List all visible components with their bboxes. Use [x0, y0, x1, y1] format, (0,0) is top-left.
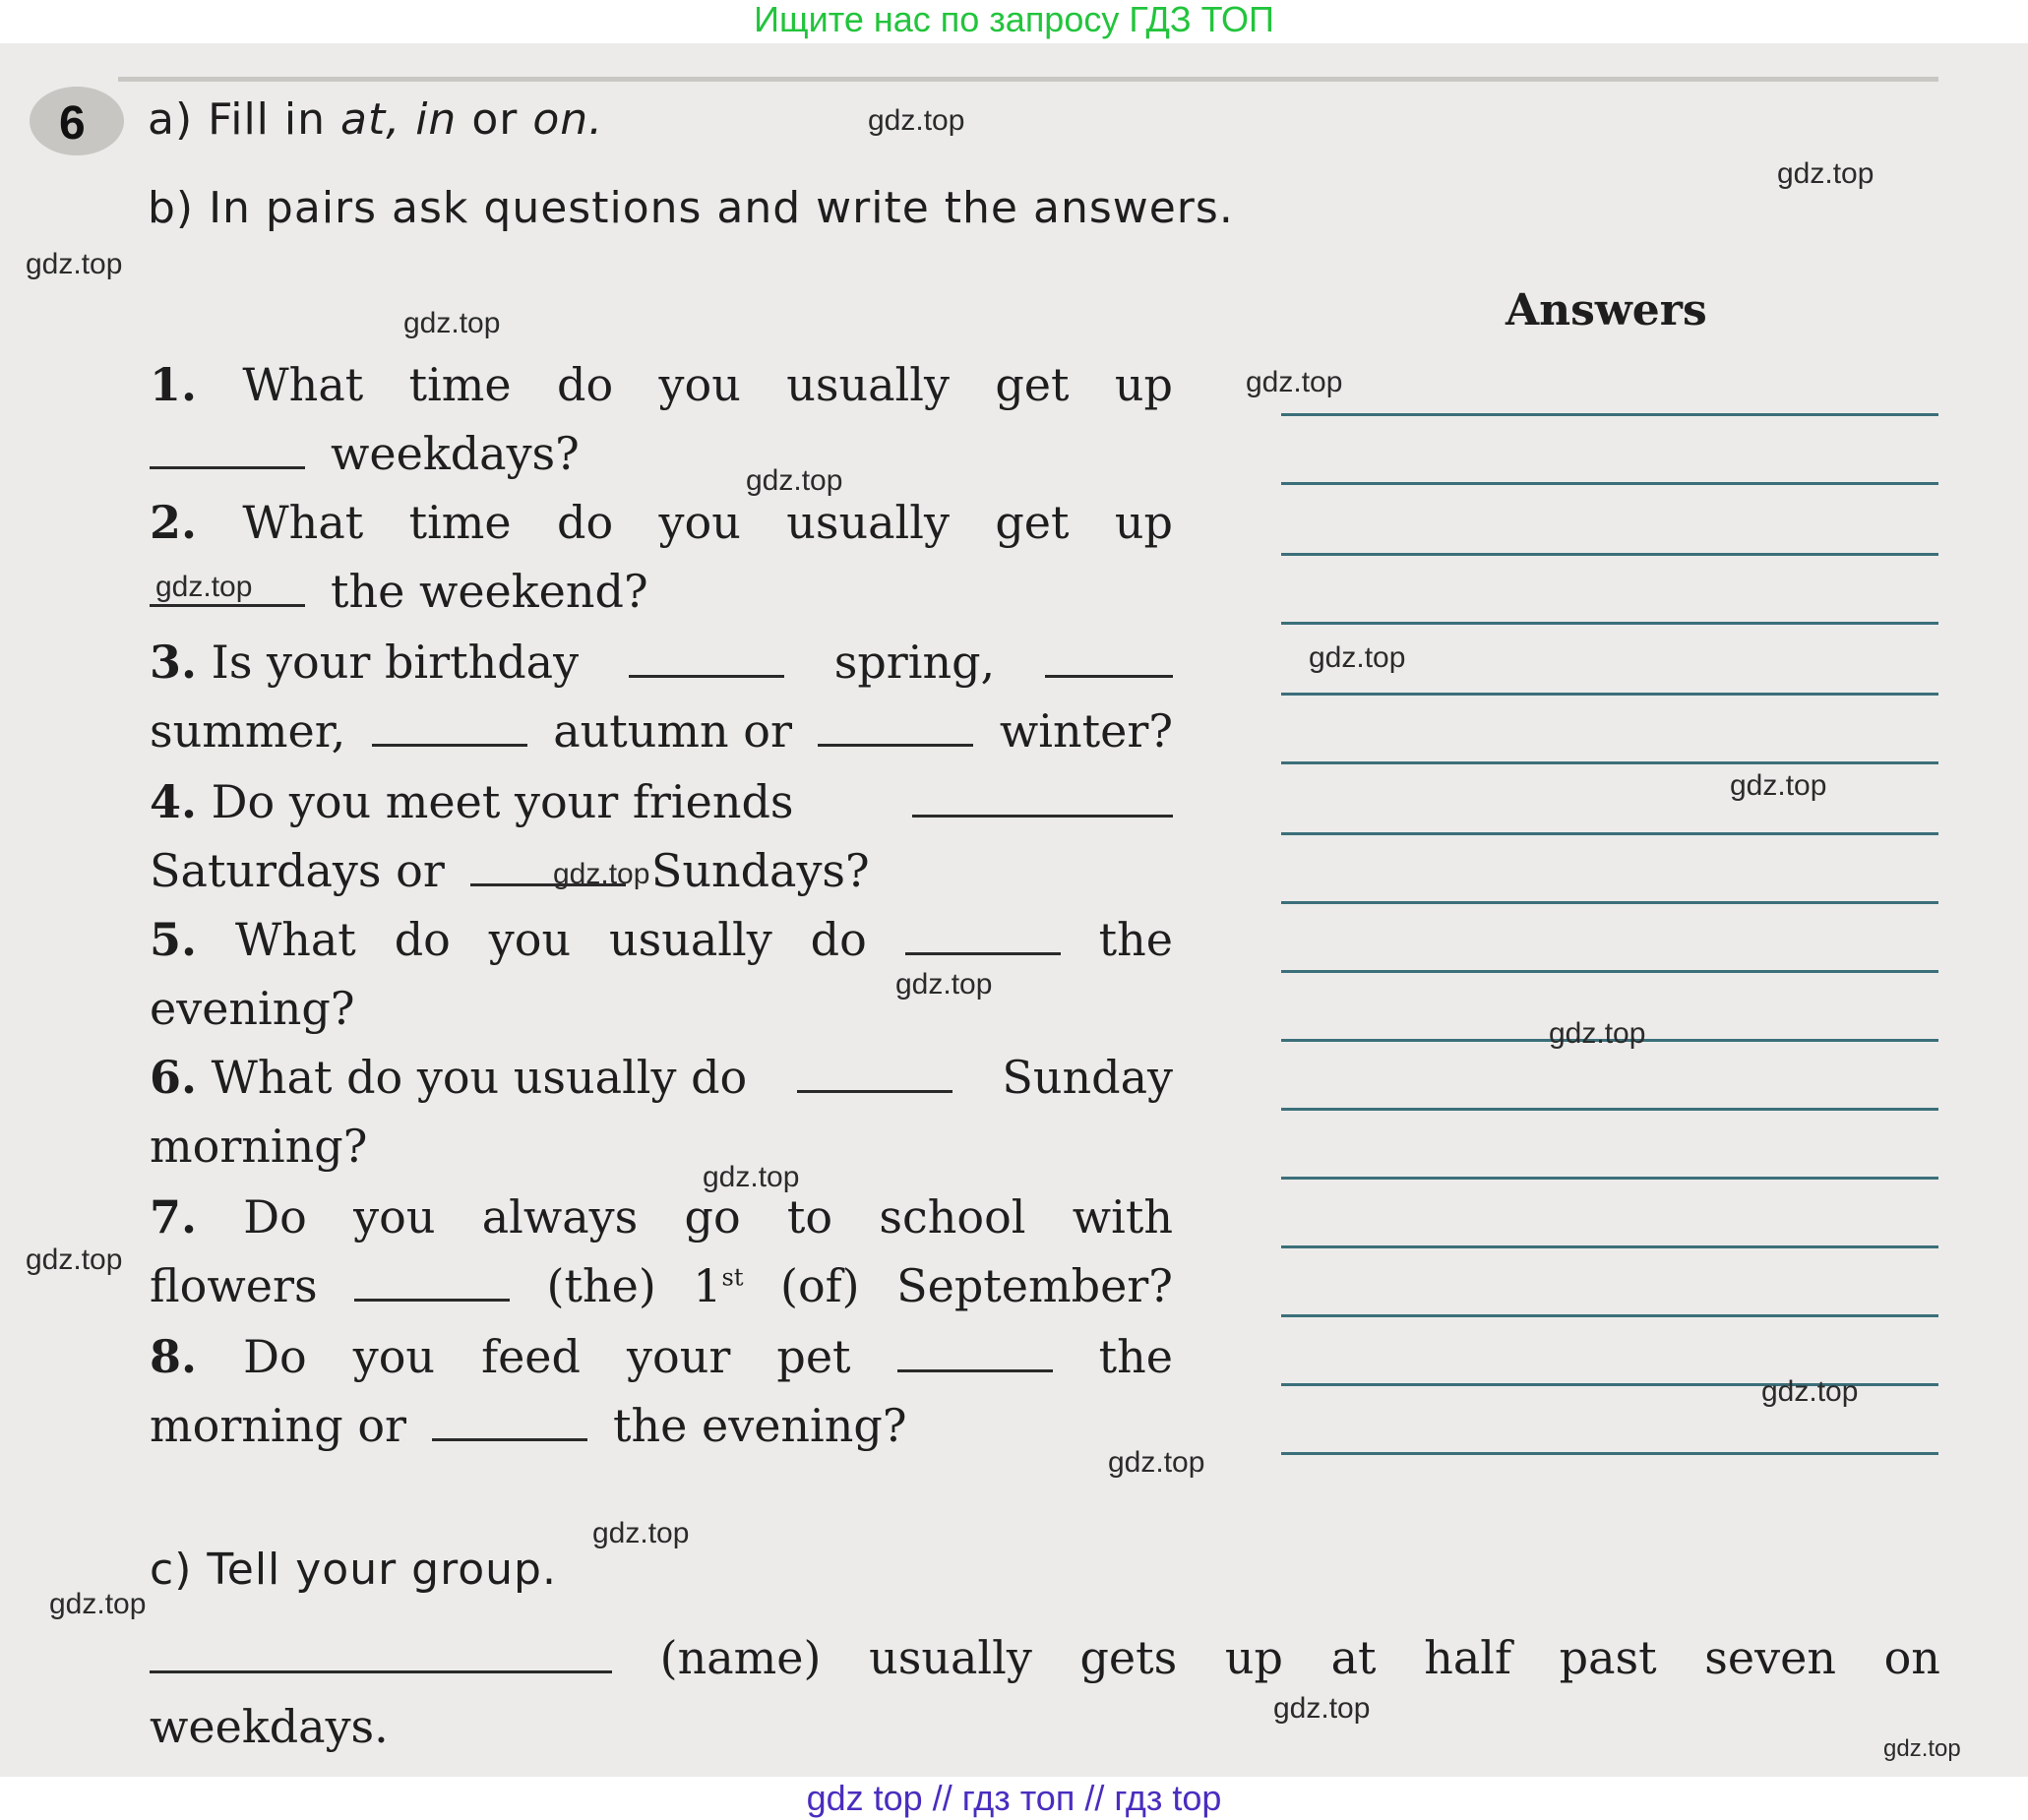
- watermark: gdz.top: [746, 464, 843, 497]
- answer-line-9[interactable]: [1281, 970, 1938, 973]
- watermark: gdz.top: [1273, 1692, 1371, 1725]
- final-sentence-line-1: (name) usually gets up at half past seven on: [150, 1631, 1940, 1684]
- answer-line-6[interactable]: [1281, 761, 1938, 764]
- blank-8a[interactable]: [897, 1330, 1053, 1372]
- watermark: gdz.top: [155, 571, 253, 603]
- watermark: gdz.top: [703, 1161, 800, 1193]
- watermark: gdz.top: [868, 104, 965, 137]
- name-blank[interactable]: [150, 1631, 612, 1673]
- watermark: gdz.top: [553, 858, 650, 890]
- question-1-line-1: 1. What time do you usually get up: [150, 358, 1173, 411]
- answer-line-11[interactable]: [1281, 1108, 1938, 1111]
- question-1-line-2: weekdays?: [150, 427, 1173, 498]
- watermark: gdz.top: [1883, 1735, 1961, 1762]
- blank-6[interactable]: [797, 1051, 953, 1093]
- exercise-number-badge: [30, 87, 124, 155]
- watermark: gdz.top: [1761, 1375, 1859, 1408]
- blank-1[interactable]: [150, 427, 305, 469]
- bottom-banner: gdz top // гдз топ // гдз top: [806, 1778, 1222, 1818]
- blank-3b[interactable]: [1045, 636, 1173, 678]
- watermark: gdz.top: [1246, 366, 1343, 398]
- answer-line-7[interactable]: [1281, 832, 1938, 835]
- answer-line-5[interactable]: [1281, 693, 1938, 696]
- question-3-line-1: 3. Is your birthday spring,: [150, 636, 1173, 706]
- watermark: gdz.top: [26, 248, 123, 280]
- answer-line-13[interactable]: [1281, 1245, 1938, 1248]
- answer-line-4[interactable]: [1281, 622, 1938, 625]
- answer-line-14[interactable]: [1281, 1314, 1938, 1317]
- answer-line-8[interactable]: [1281, 901, 1938, 904]
- watermark: gdz.top: [1777, 157, 1874, 190]
- answer-line-16[interactable]: [1281, 1452, 1938, 1455]
- question-5-line-2: evening?: [150, 982, 355, 1035]
- watermark: gdz.top: [1730, 769, 1827, 802]
- watermark: gdz.top: [895, 968, 993, 1001]
- question-5-line-1: 5. What do you usually do the: [150, 913, 1173, 966]
- answer-line-12[interactable]: [1281, 1177, 1938, 1180]
- instruction-c: c) Tell your group.: [150, 1545, 557, 1595]
- question-2-line-1: 2. What time do you usually get up: [150, 496, 1173, 549]
- blank-7[interactable]: [354, 1259, 510, 1302]
- question-4-line-1: 4. Do you meet your friends: [150, 775, 1173, 846]
- blank-8b[interactable]: [432, 1399, 587, 1441]
- watermark: gdz.top: [592, 1517, 690, 1549]
- watermark: gdz.top: [1108, 1446, 1205, 1479]
- instruction-b: b) In pairs ask questions and write the answers.: [148, 183, 1234, 233]
- question-8-line-2: morning or the evening?: [150, 1399, 907, 1452]
- exercise-number: 6: [59, 97, 86, 150]
- watermark: gdz.top: [403, 307, 501, 339]
- answer-line-2[interactable]: [1281, 482, 1938, 485]
- watermark: gdz.top: [1549, 1017, 1646, 1050]
- blank-3d[interactable]: [818, 704, 973, 747]
- question-8-line-1: 8. Do you feed your pet the: [150, 1330, 1173, 1383]
- top-rule: [118, 77, 1938, 82]
- top-banner: Ищите нас по запросу ГДЗ ТОП: [754, 0, 1274, 39]
- question-7-line-2: flowers (the) 1st (of) September?: [150, 1259, 1173, 1312]
- question-6-line-2: morning?: [150, 1120, 368, 1173]
- answer-line-1[interactable]: [1281, 413, 1938, 416]
- blank-3a[interactable]: [629, 636, 784, 678]
- instruction-a: a) Fill in at, in or on.: [148, 94, 604, 145]
- final-sentence-line-2: weekdays.: [150, 1700, 389, 1753]
- question-6-line-1: 6. What do you usually do Sunday: [150, 1051, 1173, 1104]
- textbook-page: [0, 43, 2028, 1777]
- watermark: gdz.top: [49, 1588, 147, 1620]
- answer-line-3[interactable]: [1281, 553, 1938, 556]
- answers-heading: Answers: [1506, 285, 1707, 335]
- blank-3c[interactable]: [372, 704, 527, 747]
- question-3-line-2: summer, autumn or winter?: [150, 704, 1173, 758]
- blank-5[interactable]: [905, 913, 1061, 955]
- watermark: gdz.top: [1309, 641, 1406, 674]
- question-2-line-2: the weekend?: [150, 565, 1173, 636]
- question-7-line-1: 7. Do you always go to school with: [150, 1190, 1173, 1244]
- question-4-line-2: Saturdays or Sundays?: [150, 844, 870, 897]
- watermark: gdz.top: [26, 1244, 123, 1276]
- blank-4a[interactable]: [912, 775, 1173, 818]
